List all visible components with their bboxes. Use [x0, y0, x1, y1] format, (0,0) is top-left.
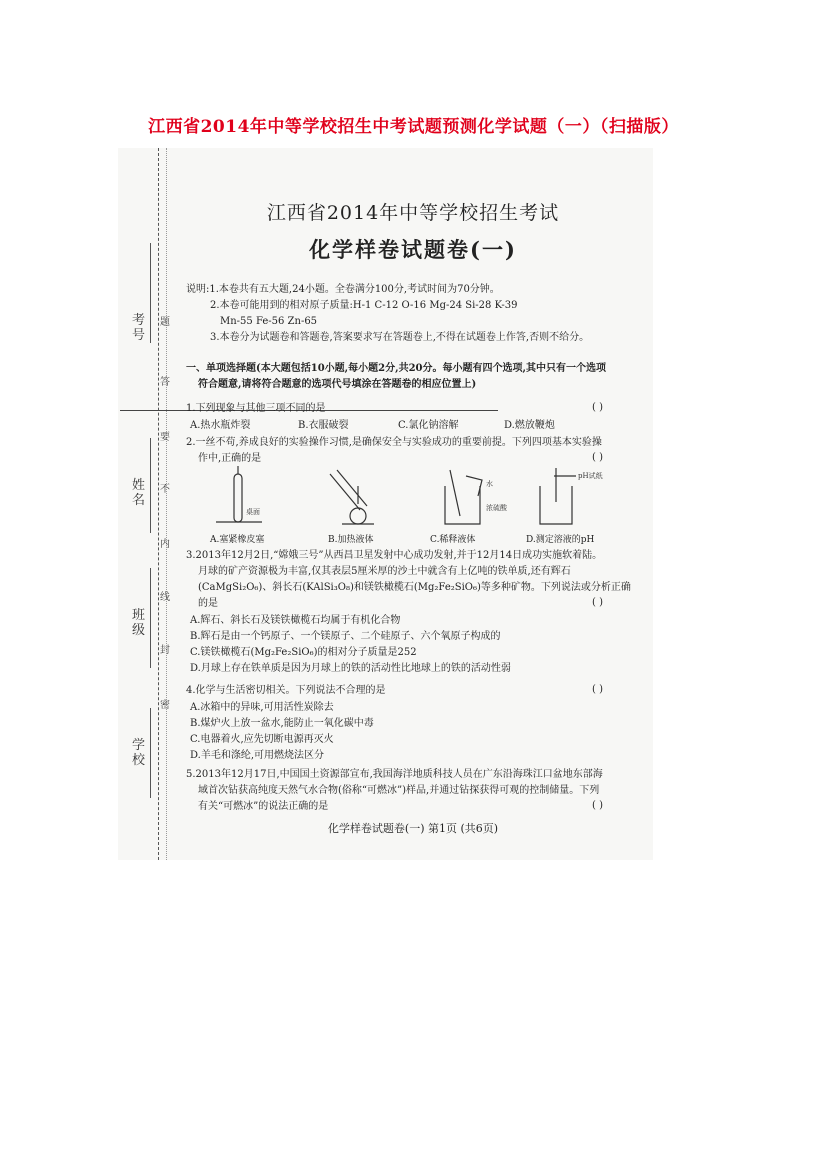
q4-stem: 4.化学与生活密切相关。下列说法不合理的是: [186, 685, 386, 696]
note-line: Mn-55 Fe-56 Zn-65: [220, 316, 318, 327]
seal-char: 答: [160, 377, 170, 388]
diagram-d-ph: [540, 468, 576, 524]
q1-option: C.氯化钠溶解: [398, 420, 459, 431]
q1-option: D.燃放鞭炮: [504, 420, 555, 431]
label-sulfuric-acid: 浓硫酸: [486, 504, 507, 512]
page-footer: 化学样卷试题卷(一) 第1页 (共6页): [327, 822, 499, 835]
q1-stem: 1.下列现象与其他三项不同的是: [186, 403, 326, 414]
label-ph-paper: pH试纸: [578, 472, 603, 480]
answer-paren: ( ): [592, 684, 603, 695]
q3-stem: (CaMgSi₂O₆)、斜长石(KAlSi₃O₈)和镁铁橄榄石(Mg₂Fe₂SiO₆)等多种矿物。下列说法或分析正确: [198, 582, 631, 593]
q2-caption: A.塞紧橡皮塞: [210, 535, 265, 545]
q4-option: C.电器着火,应先切断电源再灭火: [190, 734, 334, 745]
q3-option: B.辉石是由一个钙原子、一个镁原子、二个硅原子、六个氧原子构成的: [190, 631, 501, 642]
field-line: [150, 708, 151, 798]
field-line: [150, 438, 151, 533]
field-label: 学校: [132, 738, 146, 768]
field-school: [132, 738, 148, 768]
label-water: 水: [486, 480, 493, 488]
q2-caption: B.加热液体: [328, 535, 374, 545]
q2-caption: C.稀释液体: [430, 535, 476, 545]
q3-stem: 3.2013年12月2日,“嫦娥三号”从西昌卫星发射中心成功发射,并于12月14日成功实施软着陆。: [186, 550, 603, 561]
exam-subheading: 化学样卷试题卷(一): [309, 237, 517, 262]
q4-option: A.冰箱中的异味,可用活性炭除去: [190, 702, 334, 713]
q3-stem: 的是: [198, 598, 218, 609]
q5-stem: 5.2013年12月17日,中国国土资源部宣布,我国海洋地质科技人员在广东沿海珠江口盆地东部海: [186, 769, 603, 780]
note-line: 2.本卷可能用到的相对原子质量:H-1 C-12 O-16 Mg-24 Si-28 K-39: [210, 300, 518, 311]
q2-diagrams: [210, 466, 610, 528]
q5-stem: 域首次钻获高纯度天然气水合物(俗称“可燃冰”)样品,并通过钻探获得可观的控制储量。下列: [198, 785, 600, 796]
q2-stem: 2.一丝不苟,养成良好的实验操作习惯,是确保安全与实验成功的重要前提。下列四项基本实验操: [186, 437, 602, 448]
field-line: [150, 243, 151, 343]
answer-paren: ( ): [592, 800, 603, 811]
document-title: 江西省2014年中等学校招生中考试题预测化学试题（一）（扫描版）: [148, 117, 679, 137]
field-exam-number: [132, 313, 148, 343]
binding-dotted-line: [166, 148, 167, 860]
scanned-exam-page: [118, 148, 653, 860]
q3-option: A.辉石、斜长石及镁铁橄榄石均属于有机化合物: [190, 615, 401, 626]
field-name: [132, 478, 148, 508]
exam-heading: 江西省2014年中等学校招生考试: [266, 202, 560, 224]
answer-paren: ( ): [592, 402, 603, 413]
q1-option: A.热水瓶炸裂: [190, 420, 251, 431]
answer-paren: ( ): [592, 597, 603, 608]
seal-char: 密: [160, 700, 170, 711]
q1-option: B.衣服破裂: [298, 420, 349, 431]
binding-margin: [118, 148, 178, 860]
label-desk: 桌面: [246, 508, 260, 516]
q5-stem: 有关“可燃冰”的说法正确的是: [198, 801, 329, 812]
diagram-b-heating: [330, 470, 374, 524]
seal-char: 不: [160, 484, 170, 495]
diagram-c-dilute: [445, 470, 482, 524]
q2-stem: 作中,正确的是: [198, 453, 262, 464]
field-class: [132, 608, 148, 638]
field-label: 考号: [132, 313, 146, 343]
binding-dashed-line: [158, 148, 159, 860]
note-line: 说明:1.本卷共有五大题,24小题。全卷满分100分,考试时间为70分钟。: [186, 284, 500, 295]
note-line: 3.本卷分为试题卷和答题卷,答案要求写在答题卷上,不得在试题卷上作答,否则不给分。: [210, 332, 590, 343]
q3-option: D.月球上存在铁单质是因为月球上的铁的活动性比地球上的铁的活动性弱: [190, 663, 511, 674]
section-heading: 符合题意,请将符合题意的选项代号填涂在答题卷的相应位置上): [198, 379, 477, 390]
seal-char: 内: [160, 539, 170, 550]
seal-char: 要: [160, 432, 170, 443]
answer-paren: ( ): [592, 452, 603, 463]
q2-caption: D.测定溶液的pH: [526, 535, 595, 545]
field-label: 班级: [132, 608, 146, 638]
q3-stem: 月球的矿产资源极为丰富,仅其表层5厘米厚的沙土中就含有上亿吨的铁单质,还有辉石: [198, 566, 571, 577]
field-line: [150, 568, 151, 668]
field-label: 姓名: [132, 478, 146, 508]
seal-char: 封: [160, 645, 170, 656]
q4-option: B.煤炉火上放一盆水,能防止一氧化碳中毒: [190, 718, 374, 729]
section-heading: 一、单项选择题(本大题包括10小题,每小题2分,共20分。每小题有四个选项,其中只有一个选项: [186, 363, 606, 374]
seal-char: 题: [160, 317, 170, 328]
seal-char: 线: [160, 592, 170, 603]
q4-option: D.羊毛和涤纶,可用燃烧法区分: [190, 750, 325, 761]
q3-option: C.镁铁橄榄石(Mg₂Fe₂SiO₆)的相对分子质量是252: [190, 647, 417, 658]
